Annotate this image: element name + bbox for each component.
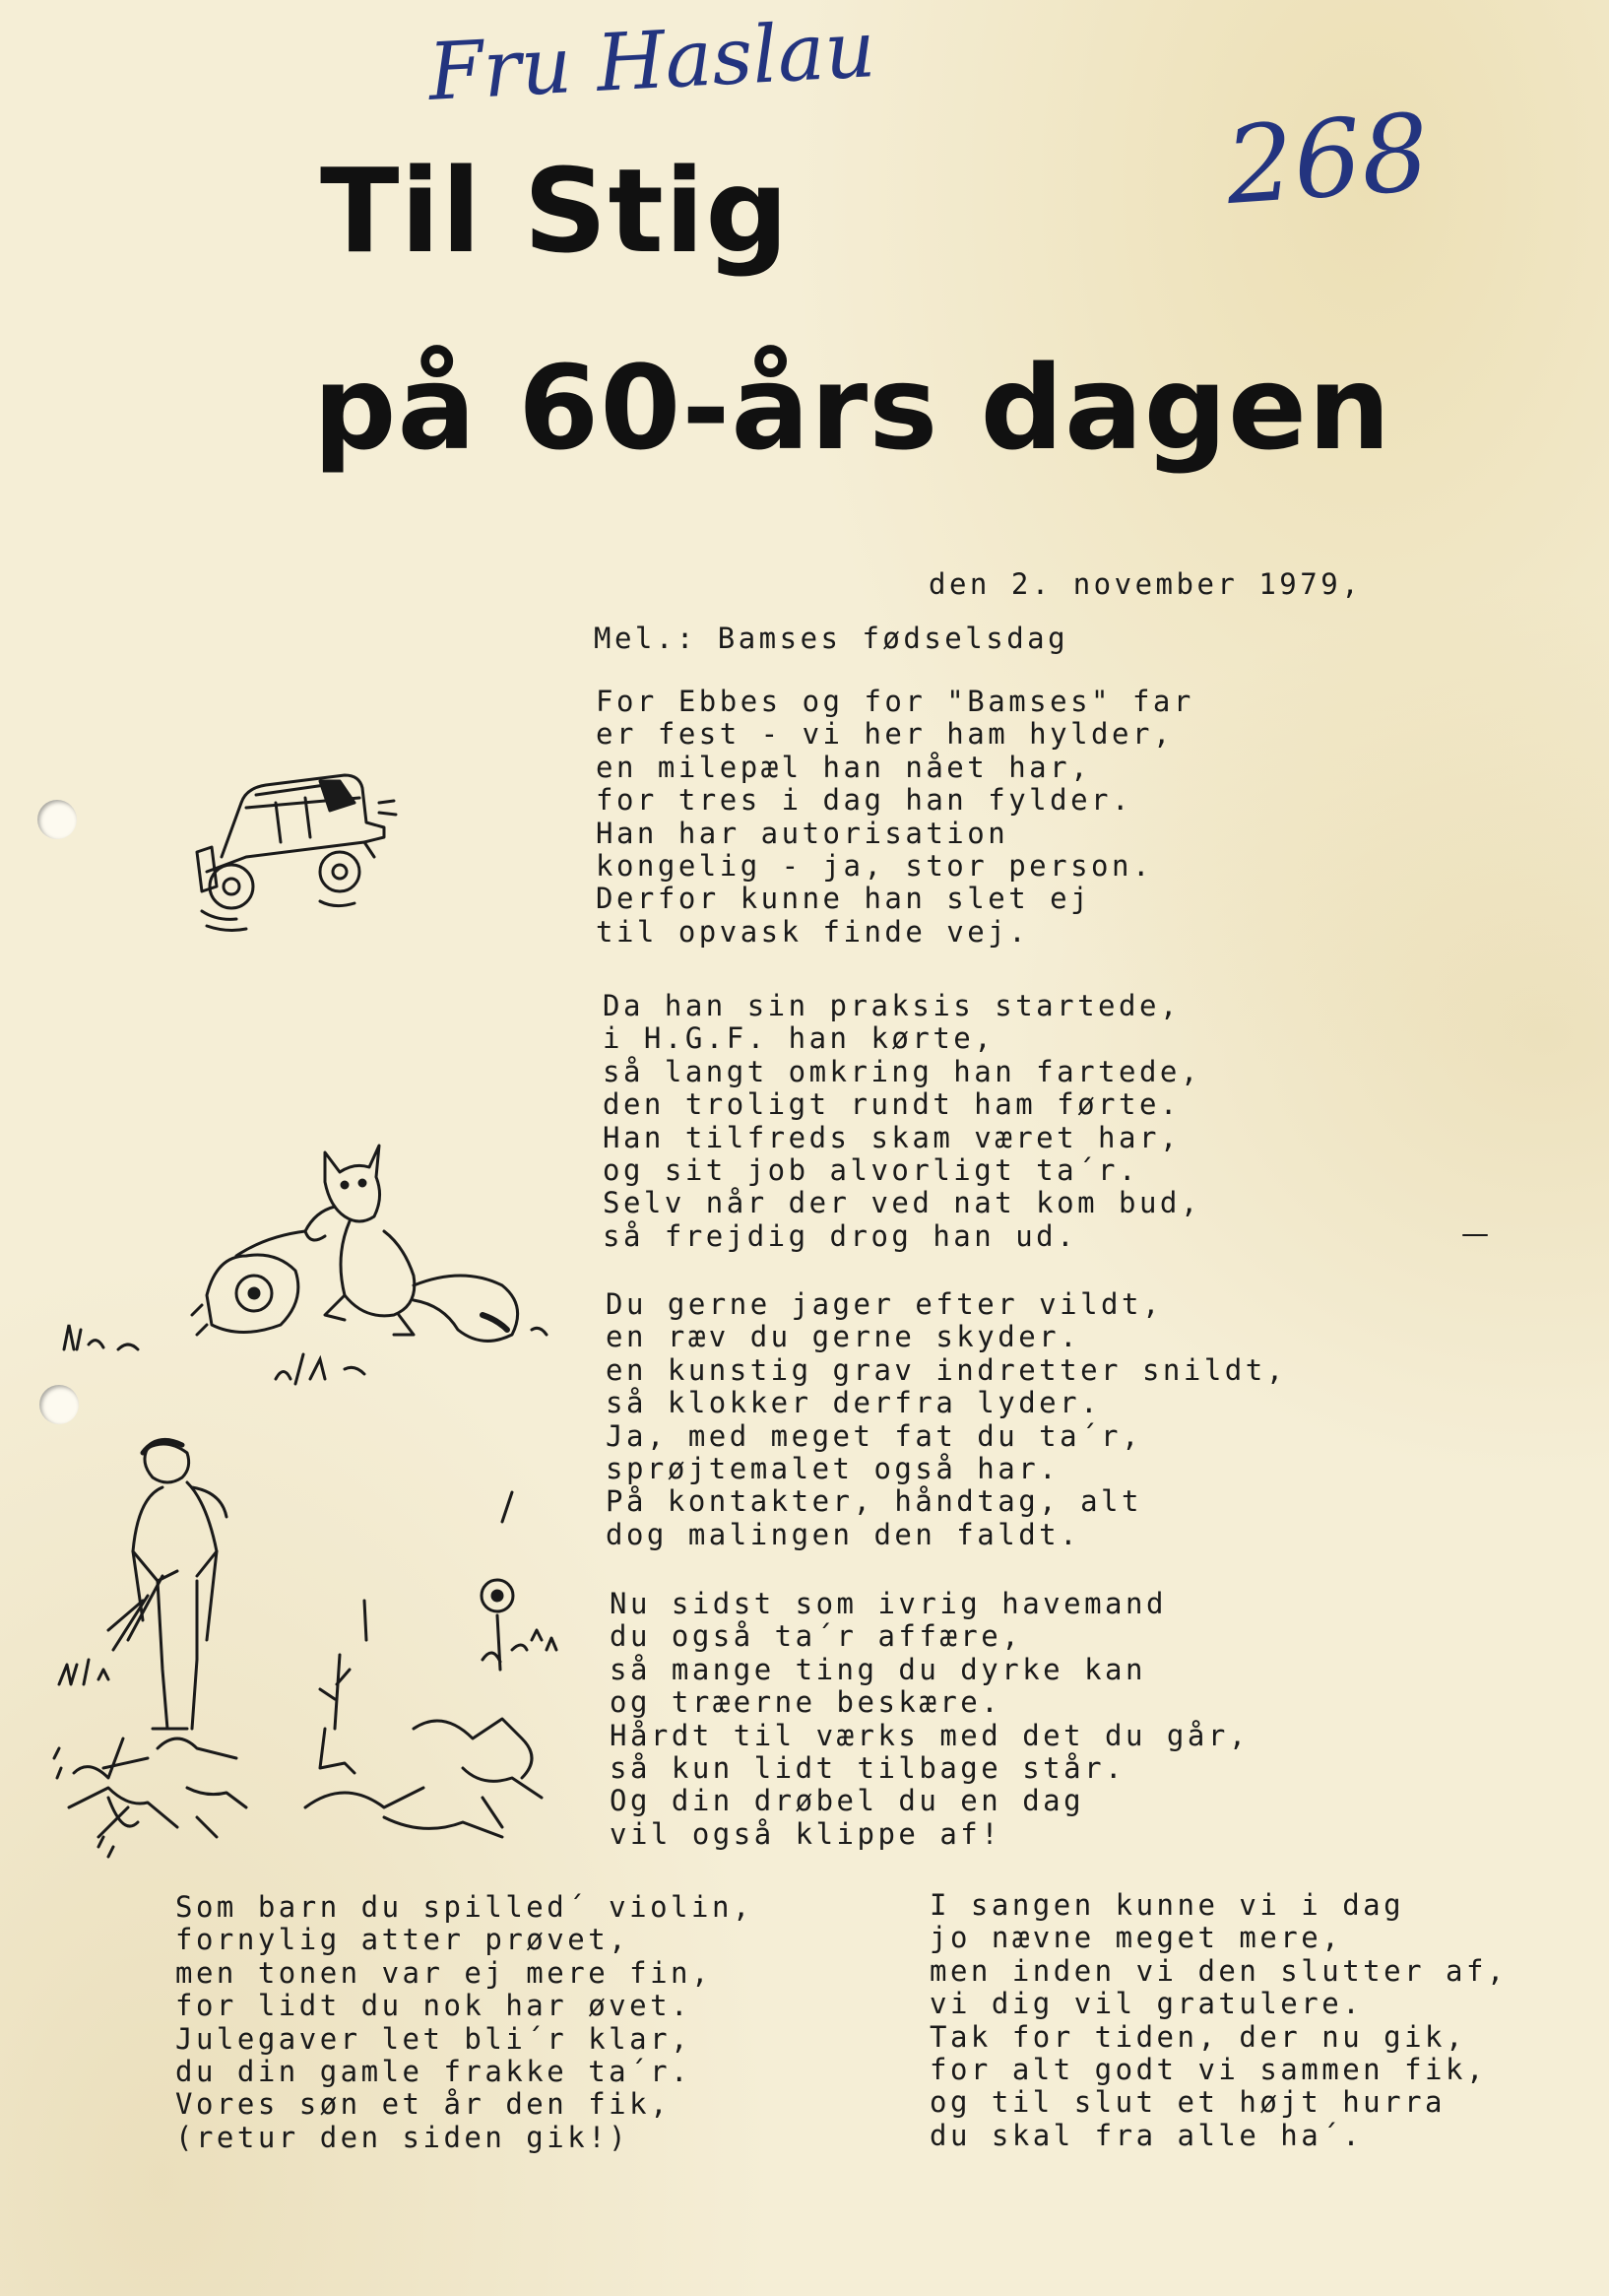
date-line: den 2. november 1979, <box>929 567 1363 601</box>
verse-line: Nu sidst som ivrig havemand <box>610 1587 1167 1620</box>
verse-line: Selv når der ved nat kom bud, <box>603 1186 1201 1220</box>
verse-line: men inden vi den slutter af, <box>930 1953 1508 1988</box>
handwritten-number: 268 <box>1221 91 1434 230</box>
verse-line: kongelig - ja, stor person. <box>596 849 1153 884</box>
verse-line: Han tilfreds skam været har, <box>603 1120 1181 1154</box>
verse-line: Du gerne jager efter vildt, <box>606 1287 1163 1321</box>
verse-line: så kun lidt tilbage står. <box>610 1751 1126 1786</box>
car-sketch <box>187 763 399 955</box>
verse-line: for tres i dag han fylder. <box>596 783 1132 818</box>
gardener-sketch <box>49 1433 601 1871</box>
verse-line: en kunstig grav indretter snildt, <box>606 1352 1287 1387</box>
verse-line: så frejdig drog han ud. <box>603 1218 1078 1253</box>
verse-line: På kontakter, håndtag, alt <box>606 1484 1142 1519</box>
verse-line: Tak for tiden, der nu gik, <box>930 2019 1466 2054</box>
verse-line: (retur den siden gik!) <box>175 2120 630 2154</box>
stanza-5 <box>175 1891 753 2154</box>
verse-line: Han har autorisation <box>596 816 1009 850</box>
verse-line: vil også klippe af! <box>610 1816 1002 1851</box>
verse-line: I sangen kunne vi i dag <box>930 1888 1405 1922</box>
stanza-2 <box>603 990 1201 1253</box>
verse-line: du skal fra alle ha´. <box>930 2118 1364 2152</box>
verse-line: i H.G.F. han kørte, <box>603 1021 996 1056</box>
verse-line: så mange ting du dyrke kan <box>610 1652 1146 1686</box>
verse-line: jo nævne meget mere, <box>930 1921 1343 1955</box>
title-line-2: på 60-års dagen <box>313 340 1392 476</box>
verse-line: er fest - vi her ham hylder, <box>596 717 1174 752</box>
verse-line: sprøjtemalet også har. <box>606 1452 1061 1486</box>
verse-line: du din gamle frakke ta´r. <box>175 2055 691 2089</box>
verse-line: og træerne beskære. <box>610 1685 1002 1720</box>
punch-hole-top <box>37 800 77 839</box>
verse-line: så langt omkring han fartede, <box>603 1054 1201 1088</box>
verse-line: fornylig atter prøvet, <box>175 1923 630 1957</box>
title-line-1: Til Stig <box>320 143 790 279</box>
verse-line: en milepæl han nået har, <box>596 750 1092 784</box>
verse-line: Hårdt til værks med det du går, <box>610 1718 1250 1752</box>
verse-line: vi dig vil gratulere. <box>930 1987 1364 2021</box>
verse-line: Julegaver let bli´r klar, <box>175 2021 691 2056</box>
verse-line: til opvask finde vej. <box>596 914 1030 949</box>
verse-line: dog malingen den faldt. <box>606 1517 1081 1551</box>
stanza-4 <box>610 1588 1250 1851</box>
verse-line: så klokker derfra lyder. <box>606 1386 1102 1420</box>
stanza-6 <box>930 1889 1508 2152</box>
verse-line: en ræv du gerne skyder. <box>606 1320 1081 1354</box>
grass-marks <box>59 1310 571 1409</box>
verse-line: Vores søn et år den fik, <box>175 2087 672 2122</box>
handwritten-name: Fru Haslau <box>425 3 878 118</box>
melody-line: Mel.: Bamses fødselsdag <box>594 622 1069 655</box>
verse-line: Da han sin praksis startede, <box>603 989 1181 1022</box>
verse-line: du også ta´r affære, <box>610 1619 1023 1654</box>
verse-line: Som barn du spilled´ violin, <box>175 1890 753 1924</box>
verse-line: den troligt rundt ham førte. <box>603 1087 1181 1122</box>
verse-line: For Ebbes og for "Bamses" far <box>596 685 1194 718</box>
verse-line: og sit job alvorligt ta´r. <box>603 1153 1139 1188</box>
verse-line: for alt godt vi sammen fik, <box>930 2053 1487 2087</box>
verse-line: for lidt du nok har øvet. <box>175 1989 691 2023</box>
verse-line: Og din drøbel du en dag <box>610 1784 1085 1818</box>
verse-line: Derfor kunne han slet ej <box>596 882 1092 916</box>
verse-line: Ja, med meget fat du ta´r, <box>606 1418 1142 1453</box>
edge-mark <box>1461 1229 1491 1241</box>
verse-line: og til slut et højt hurra <box>930 2085 1446 2120</box>
stanza-3 <box>606 1288 1287 1551</box>
verse-line: men tonen var ej mere fin, <box>175 1955 712 1990</box>
stanza-1 <box>596 686 1194 949</box>
